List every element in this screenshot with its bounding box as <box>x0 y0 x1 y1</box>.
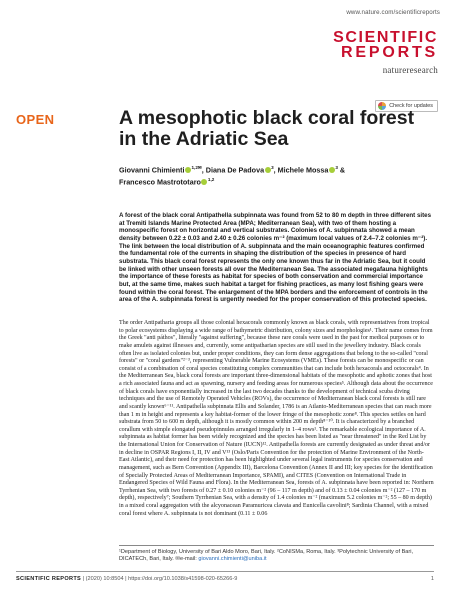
publisher-name: natureresearch <box>382 65 438 75</box>
page-number: 1 <box>430 576 434 582</box>
journal-name-line2: REPORTS <box>341 44 438 61</box>
body-paragraph: The order Antipatharia groups all those colonial hexacorals commonly known as black corals, with representatives from tropical to polar ecosystems displaying a wide range of bathymetric distribution, colony sizes and morphologies¹. Their name comes from the Greek "anti páthos", literally "against suffering", because these rare corals were used in the past for medical purposes or to make amulets against illnesses and, currently, some antipatharian species are still used in the jewellery industry. Black corals often live as isolated colonies but, under proper conditions, they can form dense aggregations that belong to the so-called "coral forests" or "coral gardens"²⁻³, representing Vulnerable Marine Ecosystems (VMEs). These forests can be monospecific or can consist of a combination of coral species constituting complex communities that can include both hexacorals and octocorals⁴. In the Mediterranean Sea, black coral forests are important three-dimensional habitats of the mesophotic and aphotic zones that host a rich associated fauna and act as spawning, nursery and feeding areas for numerous species⁵. Although data about the occurrence of black corals have exponentially increased in the last two decades thanks to the development of technical scuba diving techniques and the use of Remotely Operated Vehicles (ROVs), the occurrence of Mediterranean black coral forests is still rare and scantly known⁶⁻¹¹. Antipathella subpinnata Ellis and Solander, 1786 is an Atlanto-Mediterranean species that can reach more than 1 m in height and represents a key habitat-former of the lower fringe of the mesophotic zone⁸. This species settles on hard substrata from 50 to 600 m depth, although it is mostly common within 200 m depth⁸⁻¹⁰. It is characterized by a branched corallum with simple elongated pseudopinnules arranged irregularly in 1–4 rows¹. The remarkable ecological importance of A. subpinnata as habitat former has been widely recognized and the species has been listed as "near threatened" in the Red List by the International Union for Conservation of Nature (IUCN)¹². Antipathella forests are currently designated as under threat and/or in decline in OSPAR Regions I, II, IV and V¹³ (Oslo/Paris Convention for the protection of Marine Environment of the North-East Atlantic), and their need for protection has been highlighted under several legal instruments for species conservation and management, such as Bern Convention (Appendix III), Barcelona Convention (Annex II and III; key species for the identification of Specially Protected Areas of Mediterranean Importance, SPAMI), and CITES (Convention on International Trade in Endangered Species of Wild Fauna and Flora). In the Mediterranean Sea, forests of A. subpinnata have been reported in: Northern Tyrrhenian Sea, with two forests of 0.27 ± 0.10 colonies m⁻² (96 – 117 m depth) and of 0.13 ± 0.04 colonies m⁻² (127 – 170 m depth), respectively⁷; Southern Tyrrhenian Sea, with a density of 1.4 colonies m⁻² (maximum 5.2 colonies m⁻²; 55 – 80 m depth) in a mixed coral aggregation with the alcyonacean Paramuricea clavata and Eunicella cavolini⁸; Sardinia Channel, with a mixed coral forest where A. subpinnata is not dominant (0.11 ± 0.06 <box>119 320 434 517</box>
abstract-text: A forest of the black coral Antipathella subpinnata was found from 52 to 80 m depth in three different sites at Tremiti Islands Marine Protected Area (MPA; Mediterranean Sea), with two of them hosting a monospecific forest on horizontal and vertical substrates. Colonies of A. subpinnata showed a mean density between 0.22 ± 0.03 and 2.40 ± 0.26 colonies m⁻² (maximum local values of 2.4–7.2 colonies m⁻²). The link between the local distribution of A. subpinnata and the main oceanographic features confirmed the fundamental role of the currents in shaping the distribution of the species in presence of hard substrata. This black coral forest represents the only one known thus far in the Adriatic Sea, but it could be linked with other unseen forests all over the Mediterranean Sea. The associated megafauna highlights the importance of these forests as habitat for species of both conservation and commercial importance but, at the same time, makes such habitat a target for fishing practices, as many lost fishing gears were found within the coral forest. The enlargement of the MPA borders and the enforcement of controls in the area of the A. subpinnata forest is urgently needed for the proper conservation of this protected species. <box>119 212 432 304</box>
journal-name-line1: SCIENTIFIC <box>333 29 438 46</box>
author-affiliation: 3 <box>335 165 338 170</box>
abstract <box>119 212 434 304</box>
author-affiliation: 3 <box>271 165 274 170</box>
orcid-icon[interactable] <box>201 179 207 185</box>
author-name[interactable]: Giovanni Chimienti <box>119 165 185 175</box>
author-affiliation: 1,2 <box>207 177 215 183</box>
orcid-icon[interactable] <box>329 167 335 173</box>
author-name[interactable]: Diana De Padova <box>205 165 265 175</box>
author-separator: , <box>273 165 278 175</box>
article-title: A mesophotic black coral forest in the Adriatic Sea <box>119 107 415 150</box>
author-affiliation: 1,2✉ <box>191 165 202 170</box>
article-body <box>119 320 434 518</box>
page-footer <box>16 576 434 582</box>
author-name[interactable]: Francesco Mastrototaro <box>119 177 201 187</box>
author-list <box>119 163 429 188</box>
author-separator: & <box>337 165 346 175</box>
footnote-divider <box>119 545 434 546</box>
check-updates-label: Check for updates <box>389 103 433 109</box>
footer-citation[interactable]: | (2020) 10:8504 | https://doi.org/10.1038/s41598-020-65266-9 <box>81 576 238 582</box>
author-separator: , <box>201 165 206 175</box>
journal-url[interactable]: www.nature.com/scientificreports <box>346 9 440 16</box>
journal-logo[interactable] <box>333 30 438 75</box>
email-link[interactable]: giovanni.chimienti@uniba.it <box>198 556 267 562</box>
footer-divider <box>16 571 434 572</box>
footer-journal-name: SCIENTIFIC REPORTS <box>16 576 82 582</box>
affiliations-footnote <box>119 549 434 563</box>
orcid-icon[interactable] <box>265 167 271 173</box>
affiliations-text: ¹Department of Biology, University of Bari Aldo Moro, Bari, Italy. ²CoNISMa, Roma, Italy. ³Polytechnic University of Bari, DICATECh, Bari, Italy. ✉e-mail: <box>119 549 414 562</box>
orcid-icon[interactable] <box>185 167 191 173</box>
open-access-badge: OPEN <box>16 112 55 127</box>
author-name[interactable]: Michele Mossa <box>277 165 329 175</box>
